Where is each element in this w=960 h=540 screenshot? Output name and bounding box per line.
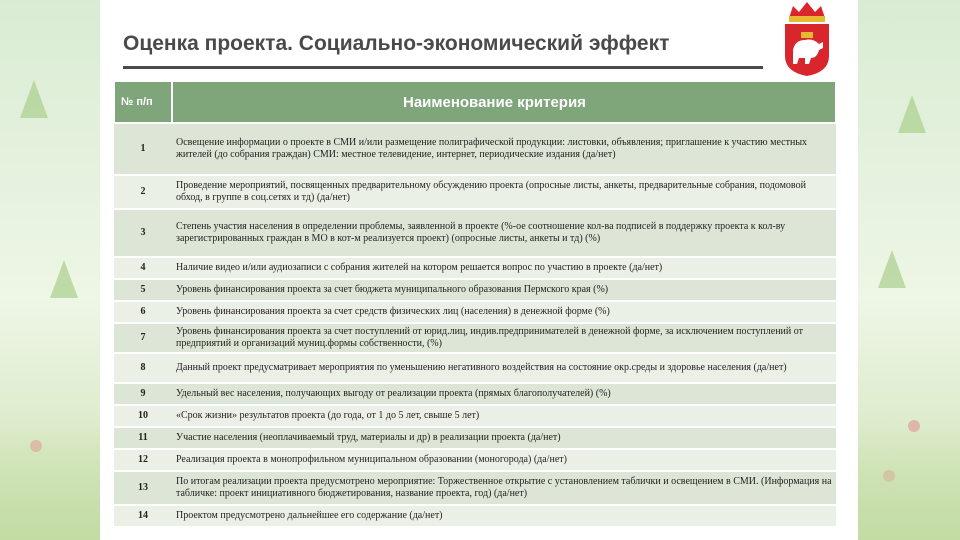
row-number: 8 (114, 353, 172, 383)
row-criterion: Участие населения (неоплачиваемый труд, материалы и др) в реализации проекта (да/нет) (172, 427, 836, 449)
flower-icon (30, 440, 42, 452)
row-number: 12 (114, 449, 172, 471)
table-row (114, 427, 836, 449)
table-row (114, 405, 836, 427)
table-row (114, 301, 836, 323)
table-row (114, 257, 836, 279)
row-criterion: Уровень финансирования проекта за счет средств физических лиц (населения) в денежной форме (%) (172, 301, 836, 323)
row-number: 1 (114, 123, 172, 175)
tree-icon (20, 80, 48, 118)
tree-icon (878, 250, 906, 288)
background-right-decoration (858, 0, 960, 540)
table-row (114, 209, 836, 257)
table-row (114, 323, 836, 353)
row-number: 11 (114, 427, 172, 449)
slide (103, 0, 857, 540)
row-number: 13 (114, 471, 172, 505)
row-criterion: Освещение информации о проекте в СМИ и/или размещение полиграфической продукции: листовки, объявления; приглашение к участию местных жителей (до собрания граждан) СМИ: местное телевидение, интернет, периодические издания (да/нет) (172, 123, 836, 175)
row-number: 10 (114, 405, 172, 427)
table-row (114, 353, 836, 383)
table-row (114, 449, 836, 471)
row-number: 6 (114, 301, 172, 323)
row-criterion: Уровень финансирования проекта за счет поступлений от юрид.лиц, индив.предпринимателей в денежной форме, за исключением поступлений от предприятий и организаций муниц.формы собственности, (%) (172, 323, 836, 353)
row-number: 2 (114, 175, 172, 209)
criteria-table (113, 80, 837, 528)
row-criterion: Удельный вес населения, получающих выгоду от реализации проекта (прямых благополучателей) (%) (172, 383, 836, 405)
table-row (114, 383, 836, 405)
background-left-decoration (0, 0, 100, 540)
row-criterion: «Срок жизни» результатов проекта (до года, от 1 до 5 лет, свыше 5 лет) (172, 405, 836, 427)
tree-icon (898, 95, 926, 133)
row-criterion: Наличие видео и/или аудиозаписи с собрания жителей на котором решается вопрос по участию в проекте (да/нет) (172, 257, 836, 279)
tree-icon (50, 260, 78, 298)
perm-krai-coat-of-arms-icon (779, 0, 835, 76)
flower-icon (908, 420, 920, 432)
slide-title: Оценка проекта. Социально-экономический эффект (123, 32, 670, 55)
title-underline (123, 66, 763, 69)
row-number: 5 (114, 279, 172, 301)
row-number: 14 (114, 505, 172, 527)
row-number: 7 (114, 323, 172, 353)
row-criterion: По итогам реализации проекта предусмотрено мероприятие: Торжественное открытие с установлением таблички и освещением в СМИ. (Информация на табличке: проект инициативного бюджетирования, название проекта, год) (да/нет) (172, 471, 836, 505)
table-row (114, 175, 836, 209)
row-criterion: Данный проект предусматривает мероприятия по уменьшению негативного воздействия на состояние окр.среды и здоровье населения (да/нет) (172, 353, 836, 383)
row-number: 3 (114, 209, 172, 257)
row-criterion: Реализация проекта в монопрофильном муниципальном образовании (моногорода) (да/нет) (172, 449, 836, 471)
flower-icon (883, 470, 895, 482)
table-header-row (114, 81, 836, 123)
row-number: 4 (114, 257, 172, 279)
table-row (114, 505, 836, 527)
table-row (114, 279, 836, 301)
row-criterion: Уровень финансирования проекта за счет бюджета муниципального образования Пермского края (%) (172, 279, 836, 301)
table-row (114, 123, 836, 175)
row-criterion: Проведение мероприятий, посвященных предварительному обсуждению проекта (опросные листы, анкеты, предварительные собрания, подомовой обход, в группе в соц.сетях и тд) (да/нет) (172, 175, 836, 209)
row-criterion: Проектом предусмотрено дальнейшее его содержание (да/нет) (172, 505, 836, 527)
column-header-name: Наименование критерия (172, 81, 836, 123)
row-criterion: Степень участия населения в определении проблемы, заявленной в проекте (%-ое соотношение кол-ва подписей в поддержку проекта к кол-ву зарегистрированных граждан в МО в кот-м реализуется проект) (опросные листы, анкеты и тд) (%) (172, 209, 836, 257)
table-row (114, 471, 836, 505)
row-number: 9 (114, 383, 172, 405)
column-header-number: № п/п (114, 81, 172, 123)
